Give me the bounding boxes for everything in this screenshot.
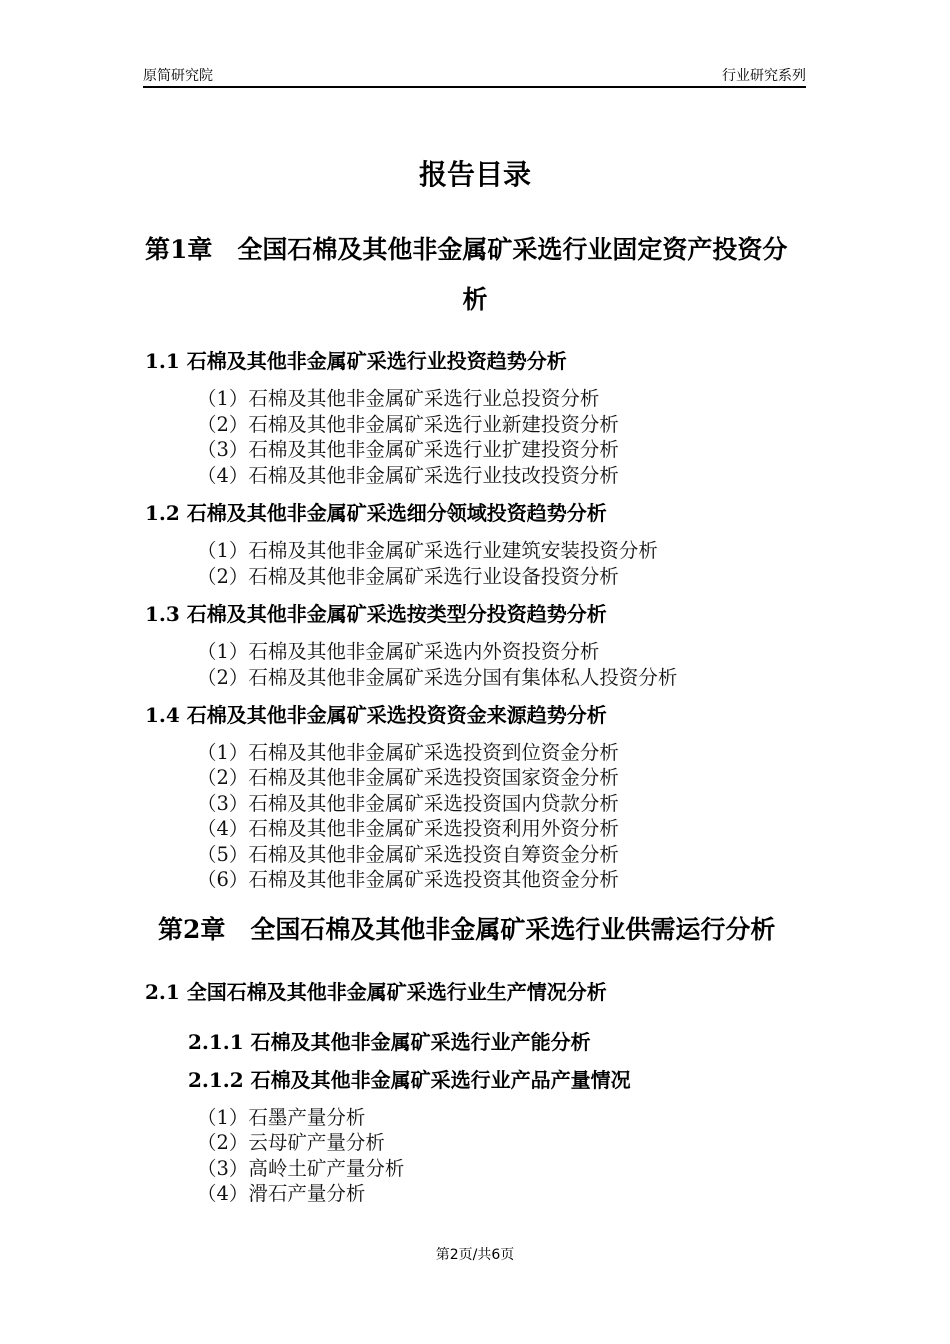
list-item: （1）石棉及其他非金属矿采选投资到位资金分析 xyxy=(197,741,619,764)
list-item: （2）石棉及其他非金属矿采选行业新建投资分析 xyxy=(197,413,619,436)
list-item: （3）石棉及其他非金属矿采选投资国内贷款分析 xyxy=(197,792,619,815)
header-divider xyxy=(143,86,806,88)
chapter-1-heading: 第1章 全国石棉及其他非金属矿采选行业固定资产投资分 xyxy=(145,235,788,264)
list-item: （2）石棉及其他非金属矿采选行业设备投资分析 xyxy=(197,565,619,588)
list-item: （3）高岭土矿产量分析 xyxy=(197,1157,405,1180)
list-item: （4）滑石产量分析 xyxy=(197,1182,366,1205)
chapter-2-heading: 第2章 全国石棉及其他非金属矿采选行业供需运行分析 xyxy=(158,915,776,944)
section-2-1: 2.1 全国石棉及其他非金属矿采选行业生产情况分析 xyxy=(145,980,607,1004)
list-item: （1）石墨产量分析 xyxy=(197,1106,366,1129)
list-item: （5）石棉及其他非金属矿采选投资自筹资金分析 xyxy=(197,843,619,866)
list-item: （3）石棉及其他非金属矿采选行业扩建投资分析 xyxy=(197,438,619,461)
list-item: （4）石棉及其他非金属矿采选行业技改投资分析 xyxy=(197,464,619,487)
header-series: 行业研究系列 xyxy=(722,68,806,84)
list-item: （1）石棉及其他非金属矿采选行业建筑安装投资分析 xyxy=(197,539,658,562)
section-1-3: 1.3 石棉及其他非金属矿采选按类型分投资趋势分析 xyxy=(145,602,607,626)
section-2-1-1: 2.1.1 石棉及其他非金属矿采选行业产能分析 xyxy=(188,1030,591,1054)
header-org: 原简研究院 xyxy=(143,68,213,84)
page-title: 报告目录 xyxy=(418,158,531,191)
chapter-1-heading-cont: 析 xyxy=(462,285,488,314)
section-1-4: 1.4 石棉及其他非金属矿采选投资资金来源趋势分析 xyxy=(145,703,607,727)
list-item: （1）石棉及其他非金属矿采选行业总投资分析 xyxy=(197,387,600,410)
section-1-2: 1.2 石棉及其他非金属矿采选细分领域投资趋势分析 xyxy=(145,501,607,525)
section-2-1-2: 2.1.2 石棉及其他非金属矿采选行业产品产量情况 xyxy=(188,1068,631,1092)
list-item: （2）石棉及其他非金属矿采选投资国家资金分析 xyxy=(197,766,619,789)
list-item: （1）石棉及其他非金属矿采选内外资投资分析 xyxy=(197,640,600,663)
list-item: （2）云母矿产量分析 xyxy=(197,1131,385,1154)
list-item: （6）石棉及其他非金属矿采选投资其他资金分析 xyxy=(197,868,619,891)
page-number: 第2页/共6页 xyxy=(435,1247,515,1263)
list-item: （4）石棉及其他非金属矿采选投资利用外资分析 xyxy=(197,817,619,840)
list-item: （2）石棉及其他非金属矿采选分国有集体私人投资分析 xyxy=(197,666,678,689)
section-1-1: 1.1 石棉及其他非金属矿采选行业投资趋势分析 xyxy=(145,349,567,373)
